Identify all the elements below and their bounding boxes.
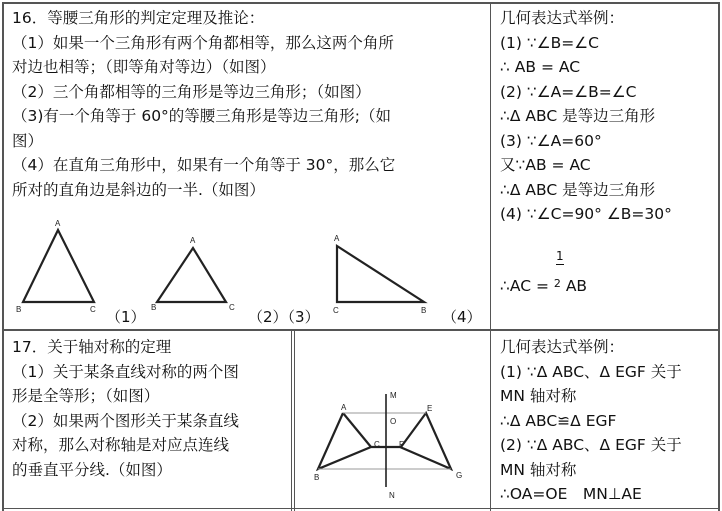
right-triangle-fig4 — [337, 246, 424, 302]
vertex-label: A — [334, 234, 340, 243]
vertex-label: G — [456, 471, 463, 480]
vertex-label: B — [16, 305, 22, 314]
text-line: (1) ∵Δ ABC、Δ EGF 关于 — [500, 362, 682, 381]
text-line: ∴Δ ABC≌Δ EGF — [500, 411, 617, 430]
text-line: MN 轴对称 — [500, 387, 577, 405]
vertex-label: F — [399, 440, 404, 449]
vertex-label: C — [333, 306, 339, 315]
vertex-label: B — [151, 303, 157, 312]
figure-label: （4） — [442, 308, 482, 326]
vertex-label: A — [341, 403, 347, 412]
text-line: AB — [565, 277, 588, 295]
triangle-fig2 — [157, 248, 226, 302]
text-line: (2) ∵∠A=∠B=∠C — [500, 82, 637, 101]
text-line: (2) ∵Δ ABC、Δ EGF 关于 — [500, 436, 682, 454]
fraction-denominator: 2 — [553, 277, 561, 290]
vertex-label: C — [229, 303, 235, 312]
text-line: 几何表达式举例： — [500, 9, 625, 27]
text-line: (4) ∵∠C=90° ∠B=30° — [500, 205, 672, 223]
vertex-label: C — [90, 305, 96, 314]
text-line: 的垂直平分线.（如图） — [12, 460, 172, 479]
text-line: MN 轴对称 — [500, 460, 577, 479]
text-line: 形是全等形；（如图） — [12, 387, 160, 405]
theorem-title: 16．等腰三角形的判定定理及推论： — [12, 9, 265, 27]
text-line: （3)有一个角等于 60°的等腰三角形是等边三角形;（如 — [12, 107, 392, 125]
vertex-label: C — [374, 440, 380, 449]
text-line: （1）如果一个三角形有两个角都相等，那么这两个角所 — [12, 33, 394, 52]
vertex-label: M — [390, 391, 397, 400]
text-line: ∴ AB = AC — [500, 58, 581, 76]
text-line: (1) ∵∠B=∠C — [500, 33, 599, 52]
text-line: 又∵AB = AC — [500, 156, 591, 174]
text-line: 几何表达式举例： — [500, 338, 625, 356]
text-line: （4）在直角三角形中，如果有一个角等于 30°，那么它 — [12, 156, 396, 174]
text-line: ∴OA=OE MN⊥AE — [500, 485, 642, 503]
vertex-label: B — [421, 306, 427, 315]
text-line: 所对的直角边是斜边的一半.（如图） — [12, 180, 265, 199]
vertex-label: E — [427, 404, 433, 413]
vertex-label: A — [190, 236, 196, 245]
text-line: ∴Δ ABC 是等边三角形 — [500, 107, 656, 125]
text-line: （1）关于某条直线对称的两个图 — [12, 362, 239, 381]
text-line: （2）如果两个图形关于某条直线 — [12, 411, 239, 430]
text-line: ∴Δ ABC 是等边三角形 — [500, 180, 656, 199]
figure-label: （2）（3） — [248, 308, 320, 326]
text-line: （2）三个角都相等的三角形是等边三角形；（如图） — [12, 82, 371, 101]
symmetric-figure — [318, 413, 451, 469]
text-line: 对称，那么对称轴是对应点连线 — [12, 436, 230, 454]
text-line: 图） — [12, 131, 44, 150]
figure-label: （1） — [106, 308, 146, 326]
vertex-label: A — [55, 219, 61, 228]
text-line: 对边也相等；（即等角对等边）（如图） — [12, 58, 276, 76]
text-line: (3) ∵∠A=60° — [500, 131, 602, 150]
text-line: ∴AC = — [500, 277, 549, 295]
vertex-label: N — [389, 491, 395, 500]
vertex-label: B — [314, 473, 320, 482]
vertex-label: O — [390, 417, 397, 426]
triangle-fig1 — [23, 230, 94, 302]
theorem-title: 17．关于轴对称的定理 — [12, 338, 172, 356]
fraction-numerator: 1 — [556, 249, 564, 263]
